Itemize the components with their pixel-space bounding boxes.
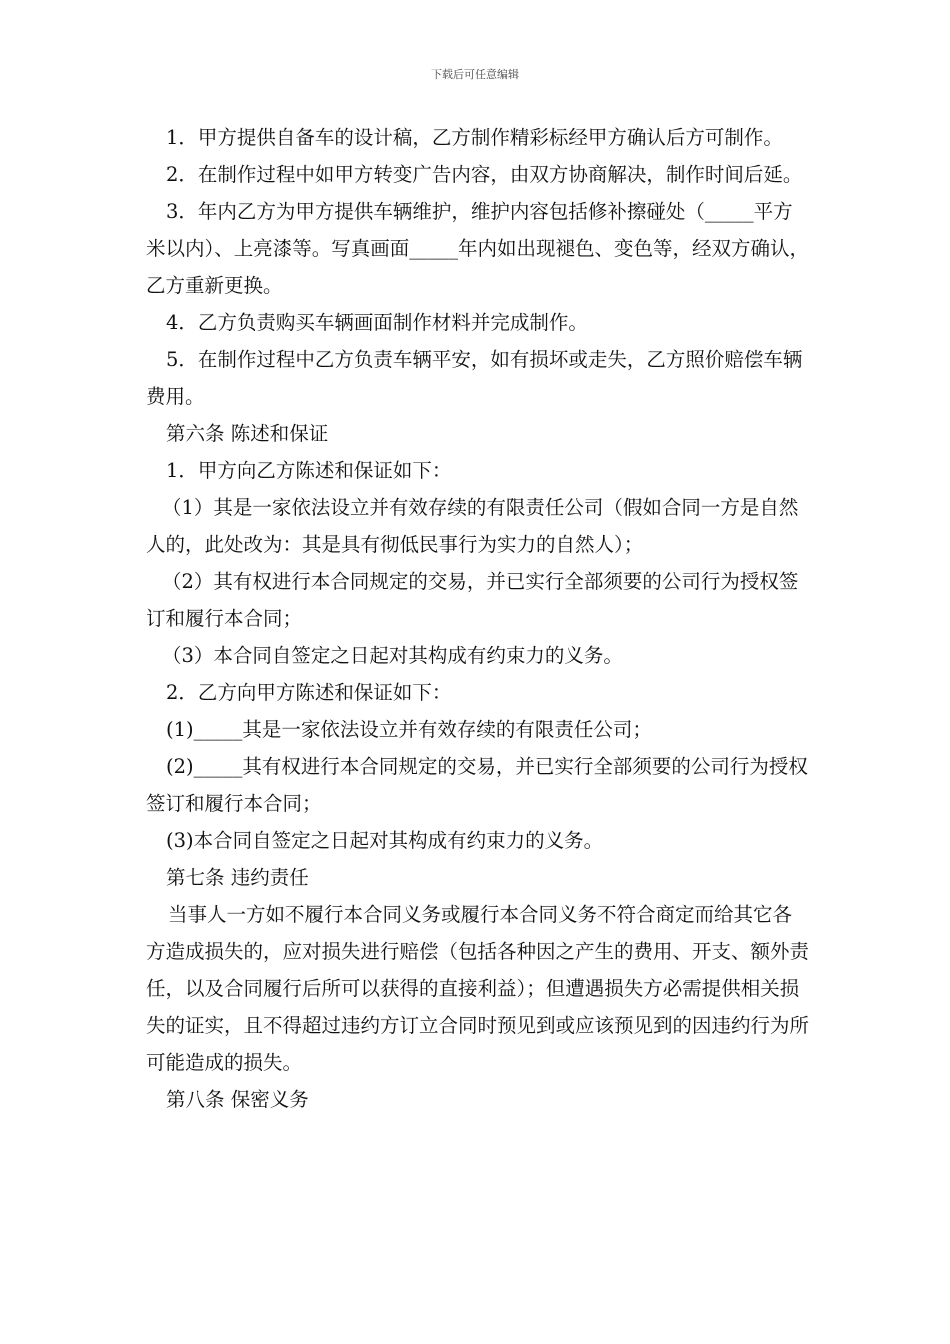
page-header-note: 下载后可任意编辑 — [431, 68, 519, 81]
paragraph-clause-5-1: 1．甲方提供自备车的设计稿，乙方制作精彩标经甲方确认后方可制作。 — [166, 126, 783, 149]
section-heading-article-6: 第六条 陈述和保证 — [166, 422, 329, 445]
paragraph-clause-5-5: 5．在制作过程中乙方负责车辆平安，如有损坏或走失，乙方照价赔偿车辆费用。 — [146, 348, 803, 408]
paragraph-clause-6-1-3: （3）本合同自签定之日起对其构成有约束力的义务。 — [162, 644, 623, 667]
paragraph-clause-5-2: 2．在制作过程中如甲方转变广告内容，由双方协商解决，制作时间后延。 — [166, 163, 803, 186]
paragraph-clause-6-1-2: （2）其有权进行本合同规定的交易，并已实行全部须要的公司行为授权签订和履行本合同； — [146, 570, 799, 630]
paragraph-clause-6-1: 1．甲方向乙方陈述和保证如下： — [166, 459, 452, 482]
paragraph-clause-6-2-1: (1)_____其是一家依法设立并有效存续的有限责任公司； — [166, 718, 652, 741]
paragraph-clause-5-3: 3．年内乙方为甲方提供车辆维护，维护内容包括修补擦碰处（_____平方米以内）、上亮漆等。写真画面_____年内如出现褪色、变色等，经双方确认，乙方重新更换。 — [146, 200, 810, 297]
paragraph-clause-5-4: 4．乙方负责购买车辆画面制作材料并完成制作。 — [166, 311, 588, 334]
paragraph-clause-6-2-2: (2)_____其有权进行本合同规定的交易，并已实行全部须要的公司行为授权签订和履行本合同； — [146, 755, 808, 815]
paragraph-clause-6-2-3: (3)本合同自签定之日起对其构成有约束力的义务。 — [166, 829, 604, 852]
paragraph-clause-6-2: 2．乙方向甲方陈述和保证如下： — [166, 681, 452, 704]
section-heading-article-7: 第七条 违约责任 — [166, 866, 309, 889]
paragraph-clause-6-1-1: （1）其是一家依法设立并有效存续的有限责任公司（假如合同一方是自然人的，此处改为：其是具有彻低民事行为实力的自然人）； — [146, 496, 799, 556]
section-heading-article-8: 第八条 保密义务 — [166, 1088, 309, 1111]
document-body — [146, 119, 810, 1118]
paragraph-article-7-body: 当事人一方如不履行本合同义务或履行本合同义务不符合商定而给其它各方造成损失的，应对损失进行赔偿（包括各种因之产生的费用、开支、额外责任，以及合同履行后所可以获得的直接利益）；但遭遇损失方必需提供相关损失的证实，且不得超过违约方订立合同时预见到或应该预见到的因违约行为所可能造成的损失。 — [146, 903, 810, 1074]
